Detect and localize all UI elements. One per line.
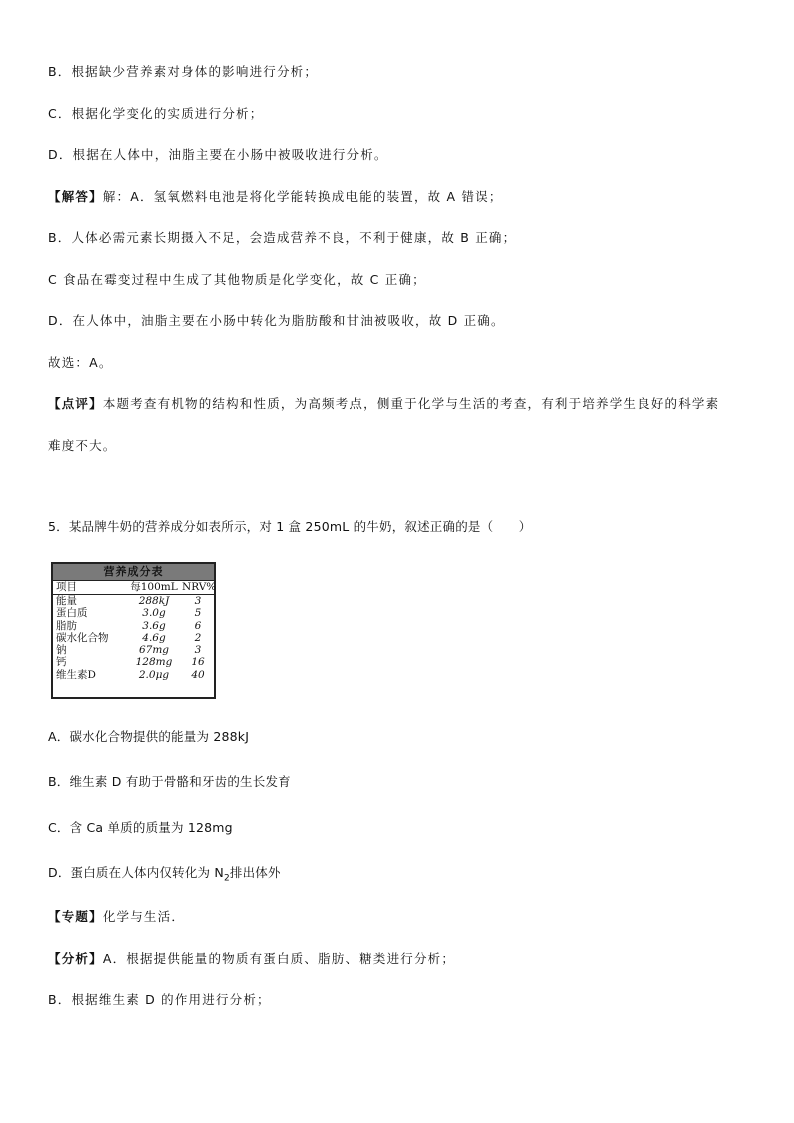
- table-row: [53, 656, 214, 668]
- row-item: 脂肪: [56, 619, 77, 632]
- comment-label: 【点评】: [48, 396, 103, 411]
- option-d: [48, 865, 281, 887]
- comment-line-2: 难度不大。: [48, 438, 117, 453]
- option-a: A．碳水化合物提供的能量为 288kJ: [48, 729, 250, 744]
- row-nrv: 5: [194, 607, 202, 620]
- table-row: [53, 632, 214, 644]
- header-amount: 每100mL: [130, 581, 178, 593]
- solution-line-d: D．根据在人体中，油脂主要在小肠中被吸收进行分析。: [48, 147, 388, 162]
- answer-line-a: [48, 189, 503, 205]
- option-d-suffix: 排出体外: [229, 865, 281, 880]
- answer-line-d: D．在人体中，油脂主要在小肠中转化为脂肪酸和甘油被吸收，故 D 正确。: [48, 313, 505, 328]
- answer-text-a: 解：A．氢氧燃料电池是将化学能转换成电能的装置，故 A 错误；: [102, 189, 503, 204]
- analysis-label: 【分析】: [48, 951, 103, 966]
- row-amount: 128mg: [135, 656, 173, 669]
- option-b: B．维生素 D 有助于骨骼和牙齿的生长发育: [48, 774, 291, 789]
- table-row: [53, 607, 214, 619]
- row-amount: 67mg: [138, 644, 170, 657]
- row-nrv: 40: [191, 668, 205, 681]
- row-amount: 288kJ: [138, 595, 170, 607]
- solution-line-b: B．根据缺少营养素对身体的影响进行分析；: [48, 64, 319, 79]
- row-amount: 3.0g: [142, 607, 166, 620]
- row-amount: 4.6g: [142, 631, 166, 644]
- row-item: 钠: [56, 644, 67, 657]
- row-item: 碳水化合物: [56, 631, 109, 644]
- analysis-line-b: B．根据维生素 D 的作用进行分析；: [48, 992, 271, 1007]
- row-nrv: 3: [194, 595, 202, 607]
- analysis-line-a: [48, 951, 455, 967]
- row-nrv: 2: [194, 631, 202, 644]
- table-row: [53, 620, 214, 632]
- table-row: [53, 595, 214, 607]
- answer-label: 【解答】: [48, 189, 103, 204]
- row-amount: 2.0μg: [138, 668, 170, 681]
- solution-line-c: C．根据化学变化的实质进行分析；: [48, 106, 264, 121]
- table-row: [53, 669, 214, 681]
- topic-text: 化学与生活．: [102, 909, 186, 924]
- row-item: 蛋白质: [56, 607, 88, 620]
- row-item: 能量: [56, 595, 77, 607]
- option-d-subscript: 2: [223, 873, 230, 884]
- row-item: 维生素D: [56, 668, 96, 681]
- answer-line-c: C 食品在霉变过程中生成了其他物质是化学变化，故 C 正确；: [48, 272, 426, 287]
- comment-text: 本题考查有机物的结构和性质，为高频考点，侧重于化学与生活的考查，有利于培养学生良好的科学素: [102, 396, 720, 411]
- header-nrv: NRV%: [182, 581, 217, 593]
- row-nrv: 16: [191, 656, 205, 669]
- nutrition-table: [51, 562, 216, 699]
- nutrition-table-header: [53, 581, 217, 595]
- analysis-text-a: A．根据提供能量的物质有蛋白质、脂肪、糖类进行分析；: [102, 951, 456, 966]
- table-row: [53, 644, 214, 656]
- answer-line-b: B．人体必需元素长期摄入不足，会造成营养不良，不利于健康，故 B 正确；: [48, 230, 517, 245]
- header-item: 项目: [56, 581, 77, 593]
- topic-line: [48, 909, 185, 925]
- row-item: 钙: [56, 656, 67, 669]
- comment-line: [48, 396, 719, 412]
- question-stem: 5．某品牌牛奶的营养成分如表所示，对 1 盒 250mL 的牛奶，叙述正确的是（ ）: [48, 519, 532, 534]
- row-amount: 3.6g: [142, 619, 166, 632]
- row-nrv: 6: [194, 619, 202, 632]
- topic-label: 【专题】: [48, 909, 103, 924]
- answer-choice: 故选：A。: [48, 355, 113, 370]
- option-d-prefix: D．蛋白质在人体内仅转化为 N: [48, 865, 224, 880]
- nutrition-table-title: 营养成分表: [53, 564, 214, 581]
- option-c: C．含 Ca 单质的质量为 128mg: [48, 820, 233, 835]
- row-nrv: 3: [194, 644, 202, 657]
